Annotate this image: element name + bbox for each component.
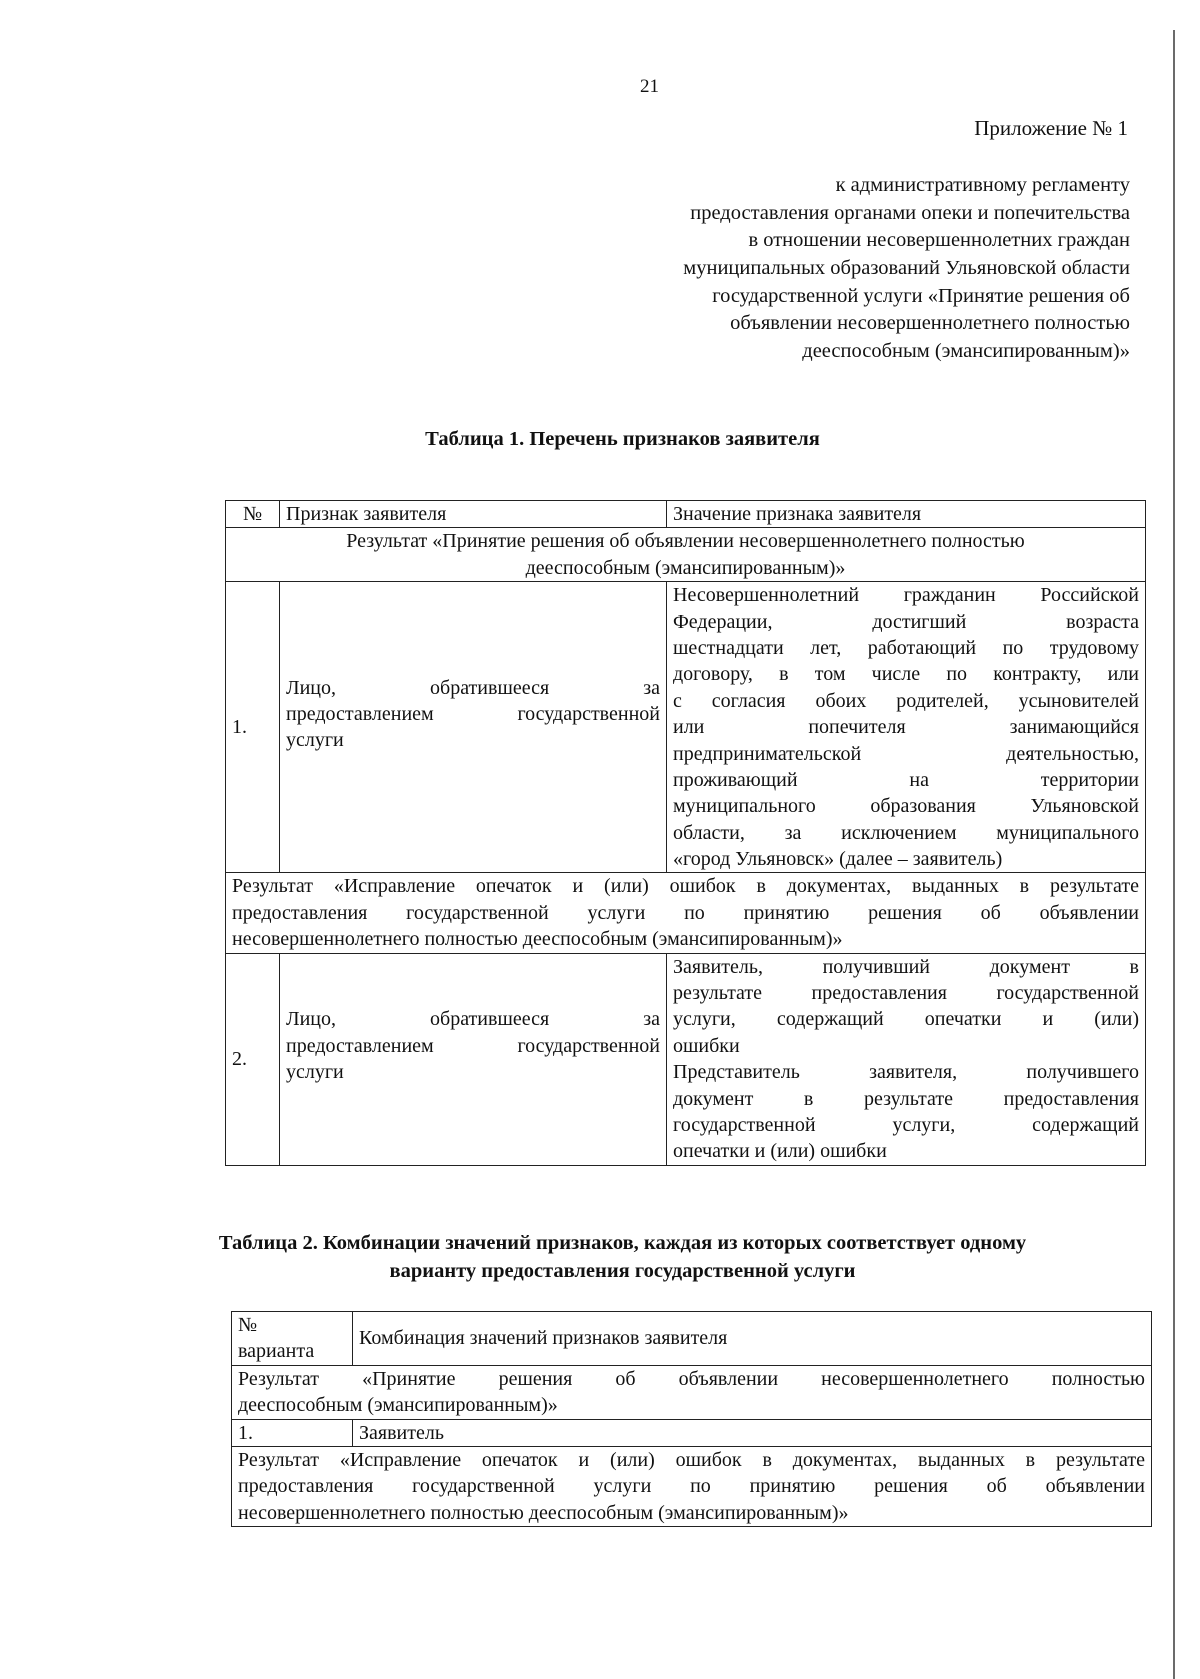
scan-edge-line	[1173, 30, 1175, 1679]
table2-row-num: 1.	[232, 1419, 353, 1446]
value-line: Федерации, достигший возраста	[673, 610, 1139, 633]
appendix-subtitle	[570, 172, 1130, 366]
result-line: дееспособным (эмансипированным)»	[238, 1394, 558, 1417]
table1-row-value	[667, 953, 1146, 1165]
value-line: области, за исключением муниципального	[673, 821, 1139, 844]
appendix-subtitle-line: дееспособным (эмансипированным)»	[802, 340, 1130, 363]
sign-line: предоставлением государственной	[286, 702, 660, 725]
table2-result-row	[232, 1365, 1152, 1419]
table1-result-row	[226, 528, 1146, 582]
sign-line: предоставлением государственной	[286, 1034, 660, 1057]
table1-row-sign	[280, 582, 667, 873]
value-line: государственной услуги, содержащий	[673, 1113, 1139, 1136]
table2-header-combo: Комбинация значений признаков заявителя	[353, 1312, 1152, 1366]
table1-row-num: 1.	[226, 582, 280, 873]
table2-header-row	[232, 1312, 1152, 1366]
table1-header-num: №	[226, 501, 280, 528]
sign-line: Лицо, обратившееся за	[286, 1008, 660, 1031]
result-line: дееспособным (эмансипированным)»	[525, 556, 846, 579]
value-line: ошибки	[673, 1034, 740, 1057]
table2-title-line: Таблица 2. Комбинации значений признаков, каждая из которых соответствует одному	[218, 1232, 1027, 1254]
table1-result-1	[226, 528, 1146, 582]
header-line: варианта	[238, 1340, 315, 1363]
sign-line: услуги	[286, 1061, 344, 1084]
value-line: Заявитель, получивший документ в	[673, 955, 1139, 978]
value-line: Представитель заявителя, получившего	[673, 1061, 1139, 1084]
appendix-subtitle-line: в отношении несовершеннолетних граждан	[748, 229, 1130, 252]
table2-title-line: варианту предоставления государственной услуги	[389, 1259, 856, 1282]
value-line: услуги, содержащий опечатки и (или)	[673, 1008, 1139, 1031]
value-line: договору, в том числе по контракту, или	[673, 663, 1139, 686]
table2-row-combo: Заявитель	[353, 1419, 1152, 1446]
table1-header-row	[226, 501, 1146, 528]
value-line: предпринимательской деятельностью,	[673, 742, 1139, 765]
table2-result-1	[232, 1365, 1152, 1419]
table2-row	[232, 1419, 1152, 1446]
header-line: №	[238, 1314, 258, 1336]
value-line: или попечителя занимающийся	[673, 716, 1139, 739]
table2-title	[0, 1230, 1200, 1286]
result-line: Результат «Исправление опечаток и (или) ошибок в документах, выданных в результате	[238, 1448, 1145, 1471]
table1-header-value: Значение признака заявителя	[667, 501, 1146, 528]
table1-title: Таблица 1. Перечень признаков заявителя	[425, 428, 820, 450]
table2	[231, 1311, 1152, 1527]
table2-header-num	[232, 1312, 353, 1366]
value-line: проживающий на территории	[673, 768, 1139, 791]
value-line: с согласия обоих родителей, усыновителей	[673, 689, 1139, 712]
appendix-subtitle-line: к административному регламенту	[835, 174, 1130, 196]
table1	[225, 500, 1146, 1166]
value-line: опечатки и (или) ошибки	[673, 1140, 887, 1163]
value-line: шестнадцати лет, работающий по трудовому	[673, 636, 1139, 659]
value-line: муниципального образования Ульяновской	[673, 795, 1139, 818]
table1-row-num: 2.	[226, 953, 280, 1165]
appendix-subtitle-line: государственной услуги «Принятие решения об	[712, 284, 1130, 307]
result-line: Результат «Исправление опечаток и (или) ошибок в документах, выданных в результате	[232, 875, 1139, 898]
table1-result-row	[226, 873, 1146, 953]
table1-row	[226, 582, 1146, 873]
value-line: результате предоставления государственной	[673, 982, 1139, 1005]
value-line: документ в результате предоставления	[673, 1087, 1139, 1110]
appendix-subtitle-line: муниципальных образований Ульяновской области	[683, 257, 1130, 280]
result-line: предоставления государственной услуги по принятию решения об объявлении	[238, 1475, 1145, 1498]
table1-header-sign: Признак заявителя	[280, 501, 667, 528]
page-number: 21	[640, 76, 659, 97]
table1-row	[226, 953, 1146, 1165]
value-line: «город Ульяновск» (далее – заявитель)	[673, 848, 1003, 871]
result-line: несовершеннолетнего полностью дееспособным (эмансипированным)»	[232, 928, 843, 951]
result-line: Результат «Принятие решения об объявлении несовершеннолетнего полностью	[238, 1367, 1145, 1390]
table2-result-row	[232, 1446, 1152, 1526]
table2-result-2	[232, 1446, 1152, 1526]
sign-line: услуги	[286, 729, 344, 752]
result-line: несовершеннолетнего полностью дееспособным (эмансипированным)»	[238, 1501, 849, 1524]
value-line: Несовершеннолетний гражданин Российской	[673, 584, 1139, 607]
appendix-subtitle-line: предоставления органами опеки и попечительства	[690, 201, 1130, 224]
table1-row-value	[667, 582, 1146, 873]
appendix-subtitle-line: объявлении несовершеннолетнего полностью	[730, 312, 1130, 335]
result-line: предоставления государственной услуги по принятию решения об объявлении	[232, 901, 1139, 924]
table1-result-2	[226, 873, 1146, 953]
result-line: Результат «Принятие решения об объявлении несовершеннолетнего полностью	[346, 530, 1025, 553]
table1-row-sign	[280, 953, 667, 1165]
sign-line: Лицо, обратившееся за	[286, 676, 660, 699]
appendix-title: Приложение № 1	[974, 116, 1128, 140]
